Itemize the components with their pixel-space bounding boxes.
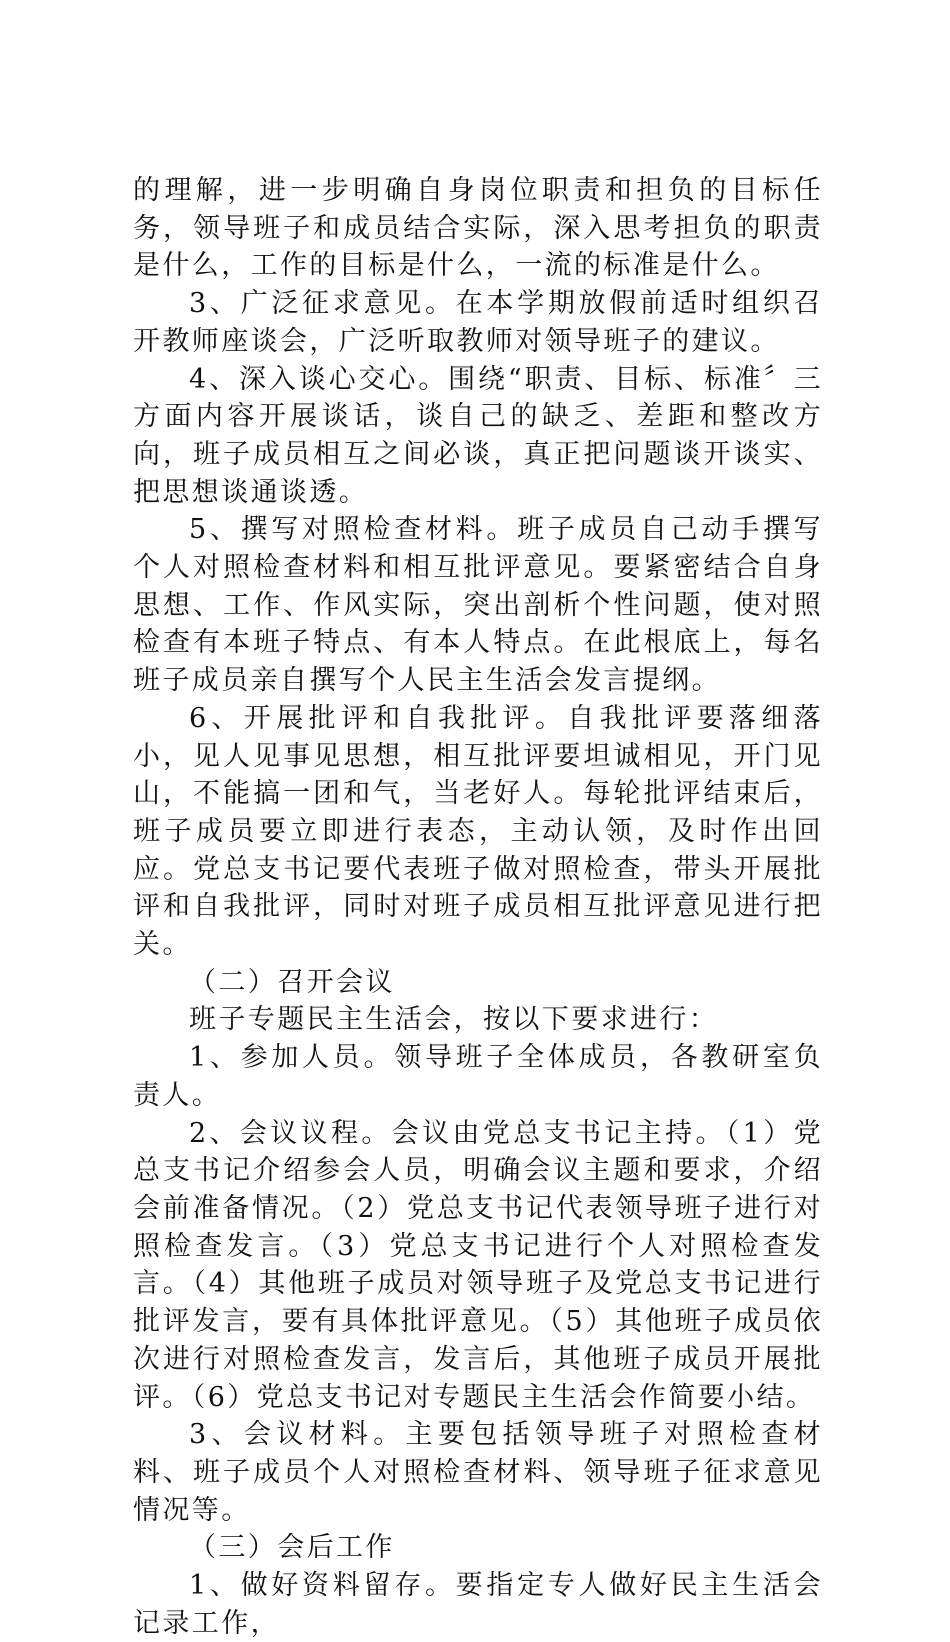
paragraph-records: 1、做好资料留存。要指定专人做好民主生活会记录工作， [133, 1570, 823, 1639]
paragraph-attendees: 1、参加人员。领导班子全体成员，各教研室负责人。 [133, 1042, 823, 1111]
paragraph-item-4: 4、深入谈心交心。围绕“职责、目标、标准〞三方面内容开展谈话，谈自己的缺乏、差距和整改方向，班子成员相互之间必谈，真正把问题谈开谈实、把思想谈通谈透。 [133, 363, 823, 508]
paragraph-item-3: 3、广泛征求意见。在本学期放假前适时组织召开教师座谈会，广泛听取教师对领导班子的建议。 [133, 288, 823, 357]
paragraph-item-5: 5、撰写对照检查材料。班子成员自己动手撰写个人对照检查材料和相互批评意见。要紧密结合自身思想、工作、作风实际，突出剖析个性问题，使对照检查有本班子特点、有本人特点。在此根底上，每名班子成员亲自撰写个人民主生活会发言提纲。 [133, 514, 823, 697]
section-heading-3: （三）会后工作 [189, 1532, 395, 1564]
paragraph-agenda: 2、会议议程。会议由党总支书记主持。（1）党总支书记介绍参会人员，明确会议主题和要求，介绍会前准备情况。（2）党总支书记代表领导班子进行对照检查发言。（3）党总支书记进行个人对照检查发言。（4）其他班子成员对领导班子及党总支书记进行批评发言，要有具体批评意见。（5）其他班子成员依次进行对照检查发言，发言后，其他班子成员开展批评。（6）党总支书记对专题民主生活会作简要小结。 [133, 1117, 823, 1413]
paragraph-intro: 班子专题民主生活会，按以下要求进行： [189, 1004, 719, 1036]
paragraph-materials: 3、会议材料。主要包括领导班子对照检查材料、班子成员个人对照检查材料、领导班子征求意见情况等。 [133, 1419, 823, 1526]
section-heading-2: （二）召开会议 [189, 966, 395, 998]
paragraph-continuation: 的理解，进一步明确自身岗位职责和担负的目标任务，领导班子和成员结合实际，深入思考担负的职责是什么，工作的目标是什么，一流的标准是什么。 [133, 175, 823, 282]
document-body [133, 172, 823, 1642]
paragraph-item-6: 6、开展批评和自我批评。自我批评要落细落小，见人见事见思想，相互批评要坦诚相见，开门见山，不能搞一团和气，当老好人。每轮批评结束后，班子成员要立即进行表态，主动认领，及时作出回应。党总支书记要代表班子做对照检查，带头开展批评和自我批评，同时对班子成员相互批评意见进行把关。 [133, 702, 823, 961]
